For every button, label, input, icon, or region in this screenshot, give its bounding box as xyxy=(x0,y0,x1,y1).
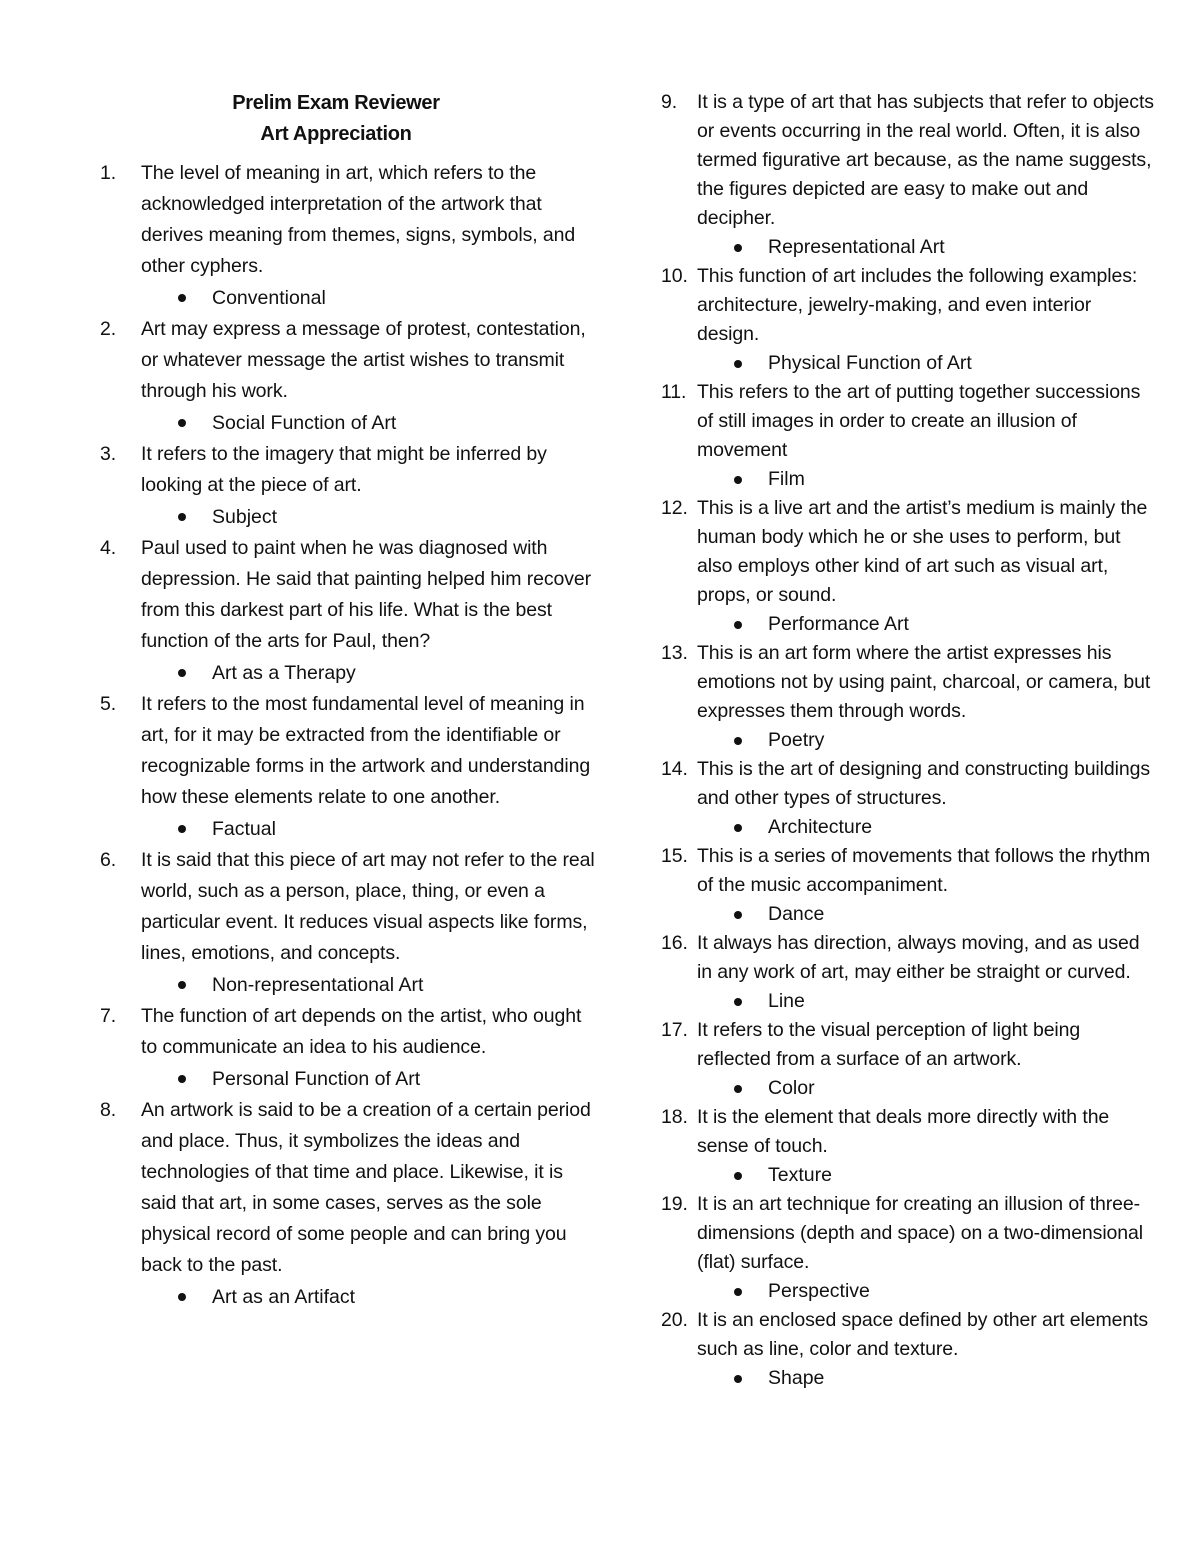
question xyxy=(100,689,600,813)
answer xyxy=(656,1161,1156,1190)
question-item-3 xyxy=(100,439,600,533)
bullet-icon xyxy=(178,981,186,989)
question-number: 7. xyxy=(100,1005,117,1027)
bullet-icon xyxy=(178,513,186,521)
question xyxy=(656,639,1156,726)
question-number: 6. xyxy=(100,849,117,871)
question-number: 4. xyxy=(100,537,117,559)
question-item-1 xyxy=(100,158,600,314)
question-text: This is an art form where the artist expresses his emotions not by using paint, charcoal, or camera, but expresses them through words. xyxy=(697,642,1151,722)
question-number: 15. xyxy=(661,845,688,867)
question-item-18 xyxy=(656,1103,1156,1190)
question-text: It is the element that deals more directly with the sense of touch. xyxy=(697,1106,1110,1157)
bullet-icon xyxy=(734,824,742,832)
question-item-17 xyxy=(656,1016,1156,1103)
question-text: The level of meaning in art, which refers to the acknowledged interpretation of the artwork that derives meaning from themes, signs, symbols, and other cyphers. xyxy=(141,162,576,277)
question-text: It refers to the most fundamental level of meaning in art, for it may be extracted from the identifiable or recognizable forms in the artwork and understanding how these elements relate to one another. xyxy=(141,693,591,808)
title-block xyxy=(100,88,600,150)
question xyxy=(100,1001,600,1063)
answer xyxy=(656,233,1156,262)
question-item-12 xyxy=(656,494,1156,639)
question-text: It always has direction, always moving, and as used in any work of art, may either be straight or curved. xyxy=(697,932,1140,983)
question xyxy=(656,1306,1156,1364)
bullet-icon xyxy=(178,294,186,302)
question-item-15 xyxy=(656,842,1156,929)
bullet-icon xyxy=(178,669,186,677)
bullet-icon xyxy=(178,825,186,833)
answer xyxy=(656,610,1156,639)
bullet-icon xyxy=(734,1288,742,1296)
question xyxy=(656,842,1156,900)
question-text: Art may express a message of protest, contestation, or whatever message the artist wishes to transmit through his work. xyxy=(141,318,586,402)
question-text: It is a type of art that has subjects that refer to objects or events occurring in the real world. Often, it is also termed figurative art because, as the name suggests, the figures depicted are easy to make out and decipher. xyxy=(697,91,1154,229)
question xyxy=(656,1016,1156,1074)
answer xyxy=(656,1364,1156,1393)
question-number: 2. xyxy=(100,318,117,340)
question-item-20 xyxy=(656,1306,1156,1393)
question-text: This refers to the art of putting together successions of still images in order to create an illusion of movement xyxy=(697,381,1141,461)
document-subtitle: Art Appreciation xyxy=(260,123,412,145)
answer xyxy=(100,501,600,533)
right-column xyxy=(656,88,1156,1393)
answer xyxy=(100,282,600,314)
answer-text: Texture xyxy=(768,1164,832,1186)
question xyxy=(100,845,600,969)
question xyxy=(656,755,1156,813)
question-number: 13. xyxy=(661,642,688,664)
question-number: 5. xyxy=(100,693,117,715)
question xyxy=(656,929,1156,987)
question-number: 1. xyxy=(100,162,117,184)
answer xyxy=(656,726,1156,755)
answer-text: Performance Art xyxy=(768,613,909,635)
question-text: This is a live art and the artist’s medium is mainly the human body which he or she uses to perform, but also employs other kind of art such as visual art, props, or sound. xyxy=(697,497,1148,606)
question-text: It is said that this piece of art may not refer to the real world, such as a person, place, thing, or even a particular event. It reduces visual aspects like forms, lines, emotions, and concepts. xyxy=(141,849,595,964)
bullet-icon xyxy=(734,1172,742,1180)
answer-text: Conventional xyxy=(212,287,326,309)
answer-text: Physical Function of Art xyxy=(768,352,972,374)
document-title: Prelim Exam Reviewer xyxy=(232,92,440,114)
question-number: 19. xyxy=(661,1193,688,1215)
question-number: 18. xyxy=(661,1106,688,1128)
question-item-14 xyxy=(656,755,1156,842)
question xyxy=(656,378,1156,465)
bullet-icon xyxy=(734,621,742,629)
answer xyxy=(656,1277,1156,1306)
answer xyxy=(656,900,1156,929)
question xyxy=(100,314,600,407)
question xyxy=(100,1095,600,1281)
question-item-5 xyxy=(100,689,600,845)
answer-text: Art as a Therapy xyxy=(212,662,356,684)
question-item-8 xyxy=(100,1095,600,1313)
answer xyxy=(100,969,600,1001)
answer xyxy=(656,987,1156,1016)
bullet-icon xyxy=(734,911,742,919)
answer-text: Line xyxy=(768,990,805,1012)
bullet-icon xyxy=(734,1375,742,1383)
question-item-11 xyxy=(656,378,1156,494)
answer xyxy=(100,407,600,439)
bullet-icon xyxy=(178,419,186,427)
question-number: 10. xyxy=(661,265,688,287)
question xyxy=(656,494,1156,610)
question-item-6 xyxy=(100,845,600,1001)
question-text: This function of art includes the following examples: architecture, jewelry-making, and even interior design. xyxy=(697,265,1138,345)
question-text: This is the art of designing and constructing buildings and other types of structures. xyxy=(697,758,1151,809)
question xyxy=(656,262,1156,349)
answer-text: Perspective xyxy=(768,1280,870,1302)
question xyxy=(100,439,600,501)
question-number: 9. xyxy=(661,91,678,113)
question-item-10 xyxy=(656,262,1156,378)
question xyxy=(656,1103,1156,1161)
question-number: 14. xyxy=(661,758,688,780)
question xyxy=(656,1190,1156,1277)
bullet-icon xyxy=(178,1293,186,1301)
answer xyxy=(656,349,1156,378)
left-column xyxy=(100,88,600,1313)
question-text: Paul used to paint when he was diagnosed with depression. He said that painting helped him recover from this darkest part of his life. What is the best function of the arts for Paul, then? xyxy=(141,537,592,652)
question-number: 20. xyxy=(661,1309,688,1331)
question-item-2 xyxy=(100,314,600,439)
question-text: It is an enclosed space defined by other art elements such as line, color and texture. xyxy=(697,1309,1149,1360)
answer xyxy=(100,1063,600,1095)
bullet-icon xyxy=(178,1075,186,1083)
answer-text: Non-representational Art xyxy=(212,974,424,996)
answer-text: Personal Function of Art xyxy=(212,1068,421,1090)
bullet-icon xyxy=(734,476,742,484)
question-text: An artwork is said to be a creation of a certain period and place. Thus, it symbolizes the ideas and technologies of that time and place. Likewise, it is said that art, in some cases, serves as the sole physical record of some people and can bring you back to the past. xyxy=(141,1099,591,1276)
answer-text: Color xyxy=(768,1077,815,1099)
answer-text: Factual xyxy=(212,818,276,840)
answer-text: Shape xyxy=(768,1367,825,1389)
bullet-icon xyxy=(734,244,742,252)
question-text: It refers to the imagery that might be inferred by looking at the piece of art. xyxy=(141,443,547,496)
question-number: 3. xyxy=(100,443,117,465)
question-text: It refers to the visual perception of light being reflected from a surface of an artwork. xyxy=(697,1019,1081,1070)
answer xyxy=(656,813,1156,842)
answer-text: Social Function of Art xyxy=(212,412,397,434)
question xyxy=(100,158,600,282)
answer-text: Dance xyxy=(768,903,825,925)
question-item-16 xyxy=(656,929,1156,1016)
question-text: It is an art technique for creating an illusion of three-dimensions (depth and space) on a two-dimensional (flat) surface. xyxy=(697,1193,1144,1273)
question-number: 11. xyxy=(661,381,687,403)
question-number: 16. xyxy=(661,932,688,954)
answer xyxy=(656,465,1156,494)
question-item-9 xyxy=(656,88,1156,262)
question-item-4 xyxy=(100,533,600,689)
answer xyxy=(656,1074,1156,1103)
answer xyxy=(100,657,600,689)
bullet-icon xyxy=(734,1085,742,1093)
question-item-7 xyxy=(100,1001,600,1095)
question xyxy=(656,88,1156,233)
answer-text: Architecture xyxy=(768,816,873,838)
question xyxy=(100,533,600,657)
bullet-icon xyxy=(734,737,742,745)
answer-text: Art as an Artifact xyxy=(212,1286,356,1308)
answer-text: Subject xyxy=(212,506,278,528)
question-text: This is a series of movements that follows the rhythm of the music accompaniment. xyxy=(697,845,1151,896)
question-number: 12. xyxy=(661,497,688,519)
answer-text: Representational Art xyxy=(768,236,945,258)
question-number: 8. xyxy=(100,1099,117,1121)
answer-text: Film xyxy=(768,468,805,490)
question-item-13 xyxy=(656,639,1156,755)
answer xyxy=(100,813,600,845)
question-text: The function of art depends on the artist, who ought to communicate an idea to his audience. xyxy=(141,1005,582,1058)
question-item-19 xyxy=(656,1190,1156,1306)
bullet-icon xyxy=(734,998,742,1006)
answer xyxy=(100,1281,600,1313)
bullet-icon xyxy=(734,360,742,368)
question-number: 17. xyxy=(661,1019,688,1041)
answer-text: Poetry xyxy=(768,729,825,751)
